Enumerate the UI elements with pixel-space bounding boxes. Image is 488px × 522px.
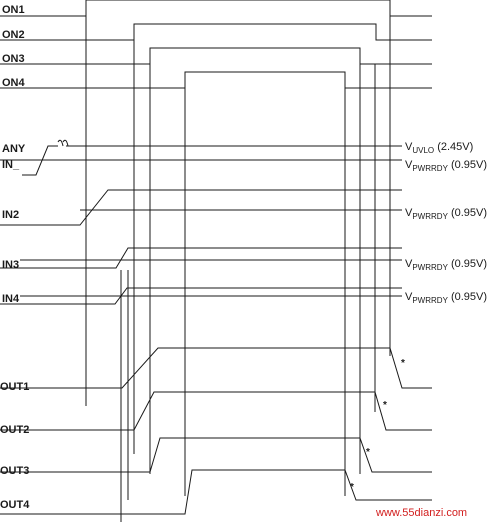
uvlo-v: V — [405, 141, 413, 153]
break-mark-icon — [58, 140, 68, 146]
any-in-waveform — [0, 146, 402, 175]
on2-label: ON2 — [2, 29, 25, 41]
any-label: ANY — [2, 143, 26, 155]
on4-waveform — [0, 72, 435, 496]
pwrrdy-in-threshold-label — [405, 159, 487, 173]
on3-label: ON3 — [2, 53, 25, 65]
uvlo-threshold-label — [405, 141, 473, 155]
out4-label: OUT4 — [0, 499, 30, 511]
pwrrdy-in3-v: V — [405, 258, 413, 270]
pwrrdy-in3-sub: PWRRDY — [412, 263, 448, 272]
uvlo-sub: UVLO — [412, 146, 435, 155]
in2-label: IN2 — [2, 209, 20, 221]
pwrrdy-in3-threshold-label — [405, 258, 487, 272]
in3-waveform — [0, 248, 402, 268]
out2-asterisk-marker: * — [383, 400, 387, 411]
pwrrdy-in-value: (0.95V) — [447, 159, 488, 171]
out2-waveform — [0, 392, 432, 430]
pwrrdy-in-v: V — [405, 159, 413, 171]
out1-waveform — [0, 348, 432, 388]
pwrrdy-in4-v: V — [405, 291, 413, 303]
out4-waveform — [0, 470, 432, 514]
pwrrdy-in2-v: V — [405, 207, 413, 219]
on4-label: ON4 — [2, 77, 25, 89]
out3-asterisk-marker: * — [366, 447, 370, 458]
out1-asterisk-marker: * — [401, 358, 405, 369]
on1-label: ON1 — [2, 4, 25, 16]
pwrrdy-in2-value: (0.95V) — [447, 207, 488, 219]
in2-waveform — [0, 190, 402, 225]
in4-label: IN4 — [2, 293, 20, 305]
pwrrdy-in4-value: (0.95V) — [447, 291, 488, 303]
pwrrdy-in4-threshold-label — [405, 291, 487, 305]
pwrrdy-in4-sub: PWRRDY — [412, 296, 448, 305]
in-any-label: IN_ — [2, 159, 20, 171]
in3-label: IN3 — [2, 259, 20, 271]
pwrrdy-in2-sub: PWRRDY — [412, 212, 448, 221]
out1-label: OUT1 — [0, 381, 30, 393]
on3-waveform — [0, 48, 435, 474]
out4-asterisk-marker: * — [350, 482, 354, 493]
watermark-text: www.55dianzi.com — [376, 507, 468, 519]
uvlo-value: (2.45V) — [434, 141, 474, 153]
out2-label: OUT2 — [0, 424, 30, 436]
pwrrdy-in-sub: PWRRDY — [412, 164, 448, 173]
in4-waveform — [0, 288, 402, 304]
pwrrdy-in3-value: (0.95V) — [447, 258, 488, 270]
out3-label: OUT3 — [0, 465, 30, 477]
pwrrdy-in2-threshold-label — [405, 207, 487, 221]
